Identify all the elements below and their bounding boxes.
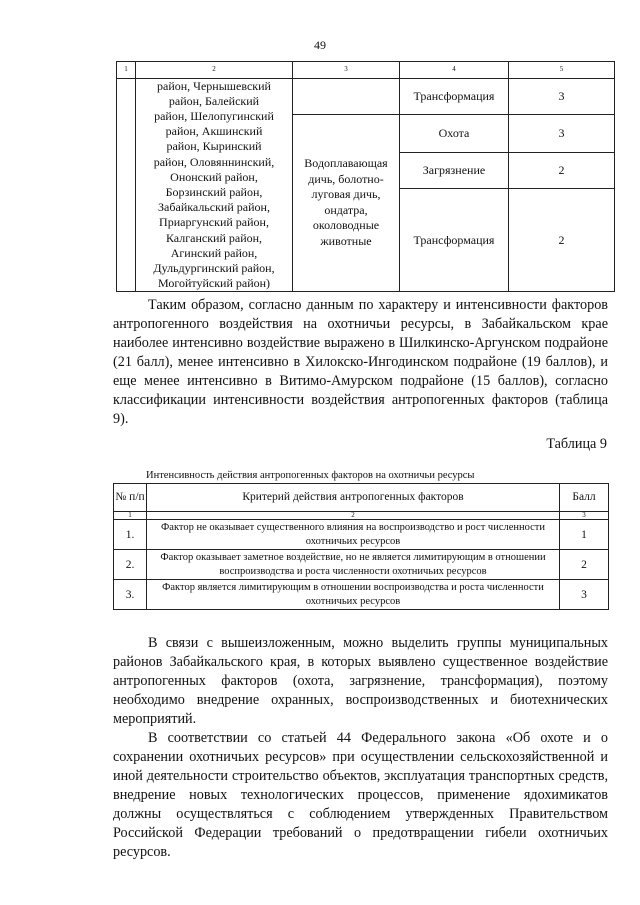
object-line: околоводные (312, 218, 380, 233)
district-line: район, Оловяннинский, (153, 154, 275, 169)
col-number-2: 2 (147, 512, 560, 520)
col-header-number: № п/п (114, 484, 147, 512)
district-line: Агинский район, (170, 245, 258, 260)
score-cell: 3 (509, 78, 615, 114)
paragraph-text: В связи с вышеизложенным, можно выделить группы муниципальных районов Забайкальского края, в которых выявлено существенное воздействие антропогенных факторов (охота, загрязнение, трансформация), поэтому необходимо внедрение охранных, воспроизводственных и биотехнических мероприятий. (113, 635, 608, 727)
district-line: район, Акшинский (165, 124, 263, 139)
table-row (114, 520, 609, 550)
paragraphs-conclusion (113, 634, 608, 862)
factor-cell: Охота (400, 114, 509, 153)
factor-cell: Загрязнение (400, 153, 509, 189)
table-header-numbers (117, 62, 615, 79)
district-line: Дульдургинский район, (153, 260, 275, 275)
district-line: Забайкальский район, (158, 200, 270, 215)
col-header-criterion: Критерий действия антропогенных факторов (147, 484, 560, 512)
col-number-4: 4 (400, 62, 509, 79)
table-label: Таблица 9 (546, 436, 607, 452)
table-9 (113, 483, 609, 610)
criterion-cell: Фактор не оказывает существенного влияния на воспроизводство и рост численности охотничьих ресурсов (147, 520, 560, 550)
score-cell: 2 (509, 153, 615, 189)
district-line: Калганский район, (165, 230, 263, 245)
score-cell: 2 (509, 189, 615, 292)
table-row (114, 550, 609, 580)
score-cell: 3 (509, 114, 615, 153)
district-line: район, Кыринский (166, 139, 262, 154)
table-row (114, 580, 609, 610)
objects-cell (293, 114, 400, 292)
district-line: Приаргунский район, (159, 215, 269, 230)
col-number-1: 1 (114, 512, 147, 520)
criterion-cell: Фактор оказывает заметное воздействие, но не является лимитирующим в отношении воспроизводства и роста численности охотничьих ресурсов (147, 550, 560, 580)
criterion-cell: Фактор является лимитирующим в отношении воспроизводства и роста численности охотничьих ресурсов (147, 580, 560, 610)
row-number: 1. (114, 520, 147, 550)
score-cell: 1 (560, 520, 609, 550)
score-cell: 2 (560, 550, 609, 580)
districts-cell (136, 78, 293, 292)
object-line: животные (320, 233, 372, 248)
table-row (117, 78, 615, 114)
score-cell: 3 (560, 580, 609, 610)
factor-cell: Трансформация (400, 189, 509, 292)
object-line: дичь, болотно- (308, 171, 384, 186)
paragraph-summary (113, 296, 608, 429)
row-number: 2. (114, 550, 147, 580)
factor-cell: Трансформация (400, 78, 509, 114)
object-line: ондатра, (324, 202, 368, 217)
object-line: Водоплавающая (304, 156, 388, 171)
page-number: 49 (314, 38, 326, 52)
row-number: 3. (114, 580, 147, 610)
district-line: Борзинский район, (165, 184, 263, 199)
district-line: район, Чернышевский (157, 78, 271, 93)
col-number-1: 1 (117, 62, 136, 79)
district-line: Ононский район, (170, 169, 258, 184)
empty-cell (293, 78, 400, 114)
table-header-numbers (114, 512, 609, 520)
empty-cell (117, 78, 136, 292)
paragraph-text: В соответствии со статьей 44 Федерального закона «Об охоте и о сохранении охотничьих ресурсов» при осуществлении сельскохозяйственной и иной деятельности строительство объектов, эксплуатация транспортных средств, внедрение новых технологических процессов, применение ядохимикатов должны осуществляться с соблюдением утвержденных Правительством Российской Федерации требований о предотвращении гибели охотничьих ресурсов. (113, 730, 608, 860)
col-number-2: 2 (136, 62, 293, 79)
table-continuation (116, 61, 615, 292)
object-line: луговая дичь, (311, 187, 381, 202)
table-caption: Интенсивность действия антропогенных факторов на охотничьи ресурсы (146, 470, 475, 481)
col-header-score: Балл (560, 484, 609, 512)
paragraph-text: Таким образом, согласно данным по характеру и интенсивности факторов антропогенного воздействия на охотничьи ресурсы, в Забайкальском крае наиболее интенсивно воздействие выражено в Шилкинско-Аргунском подрайоне (21 балл), менее интенсивно в Хилокско-Ингодинском подрайоне (19 баллов), и еще менее интенсивно в Витимо-Амурском подрайоне (15 баллов), согласно классификации интенсивности воздействия антропогенных факторов (таблица 9). (113, 297, 608, 427)
district-line: район, Балейский (168, 93, 260, 108)
col-number-3: 3 (293, 62, 400, 79)
col-number-3: 3 (560, 512, 609, 520)
district-line: район, Шелопугинский (154, 108, 274, 123)
district-line: Могойтуйский район) (157, 276, 271, 291)
col-number-5: 5 (509, 62, 615, 79)
table-header (114, 484, 609, 512)
